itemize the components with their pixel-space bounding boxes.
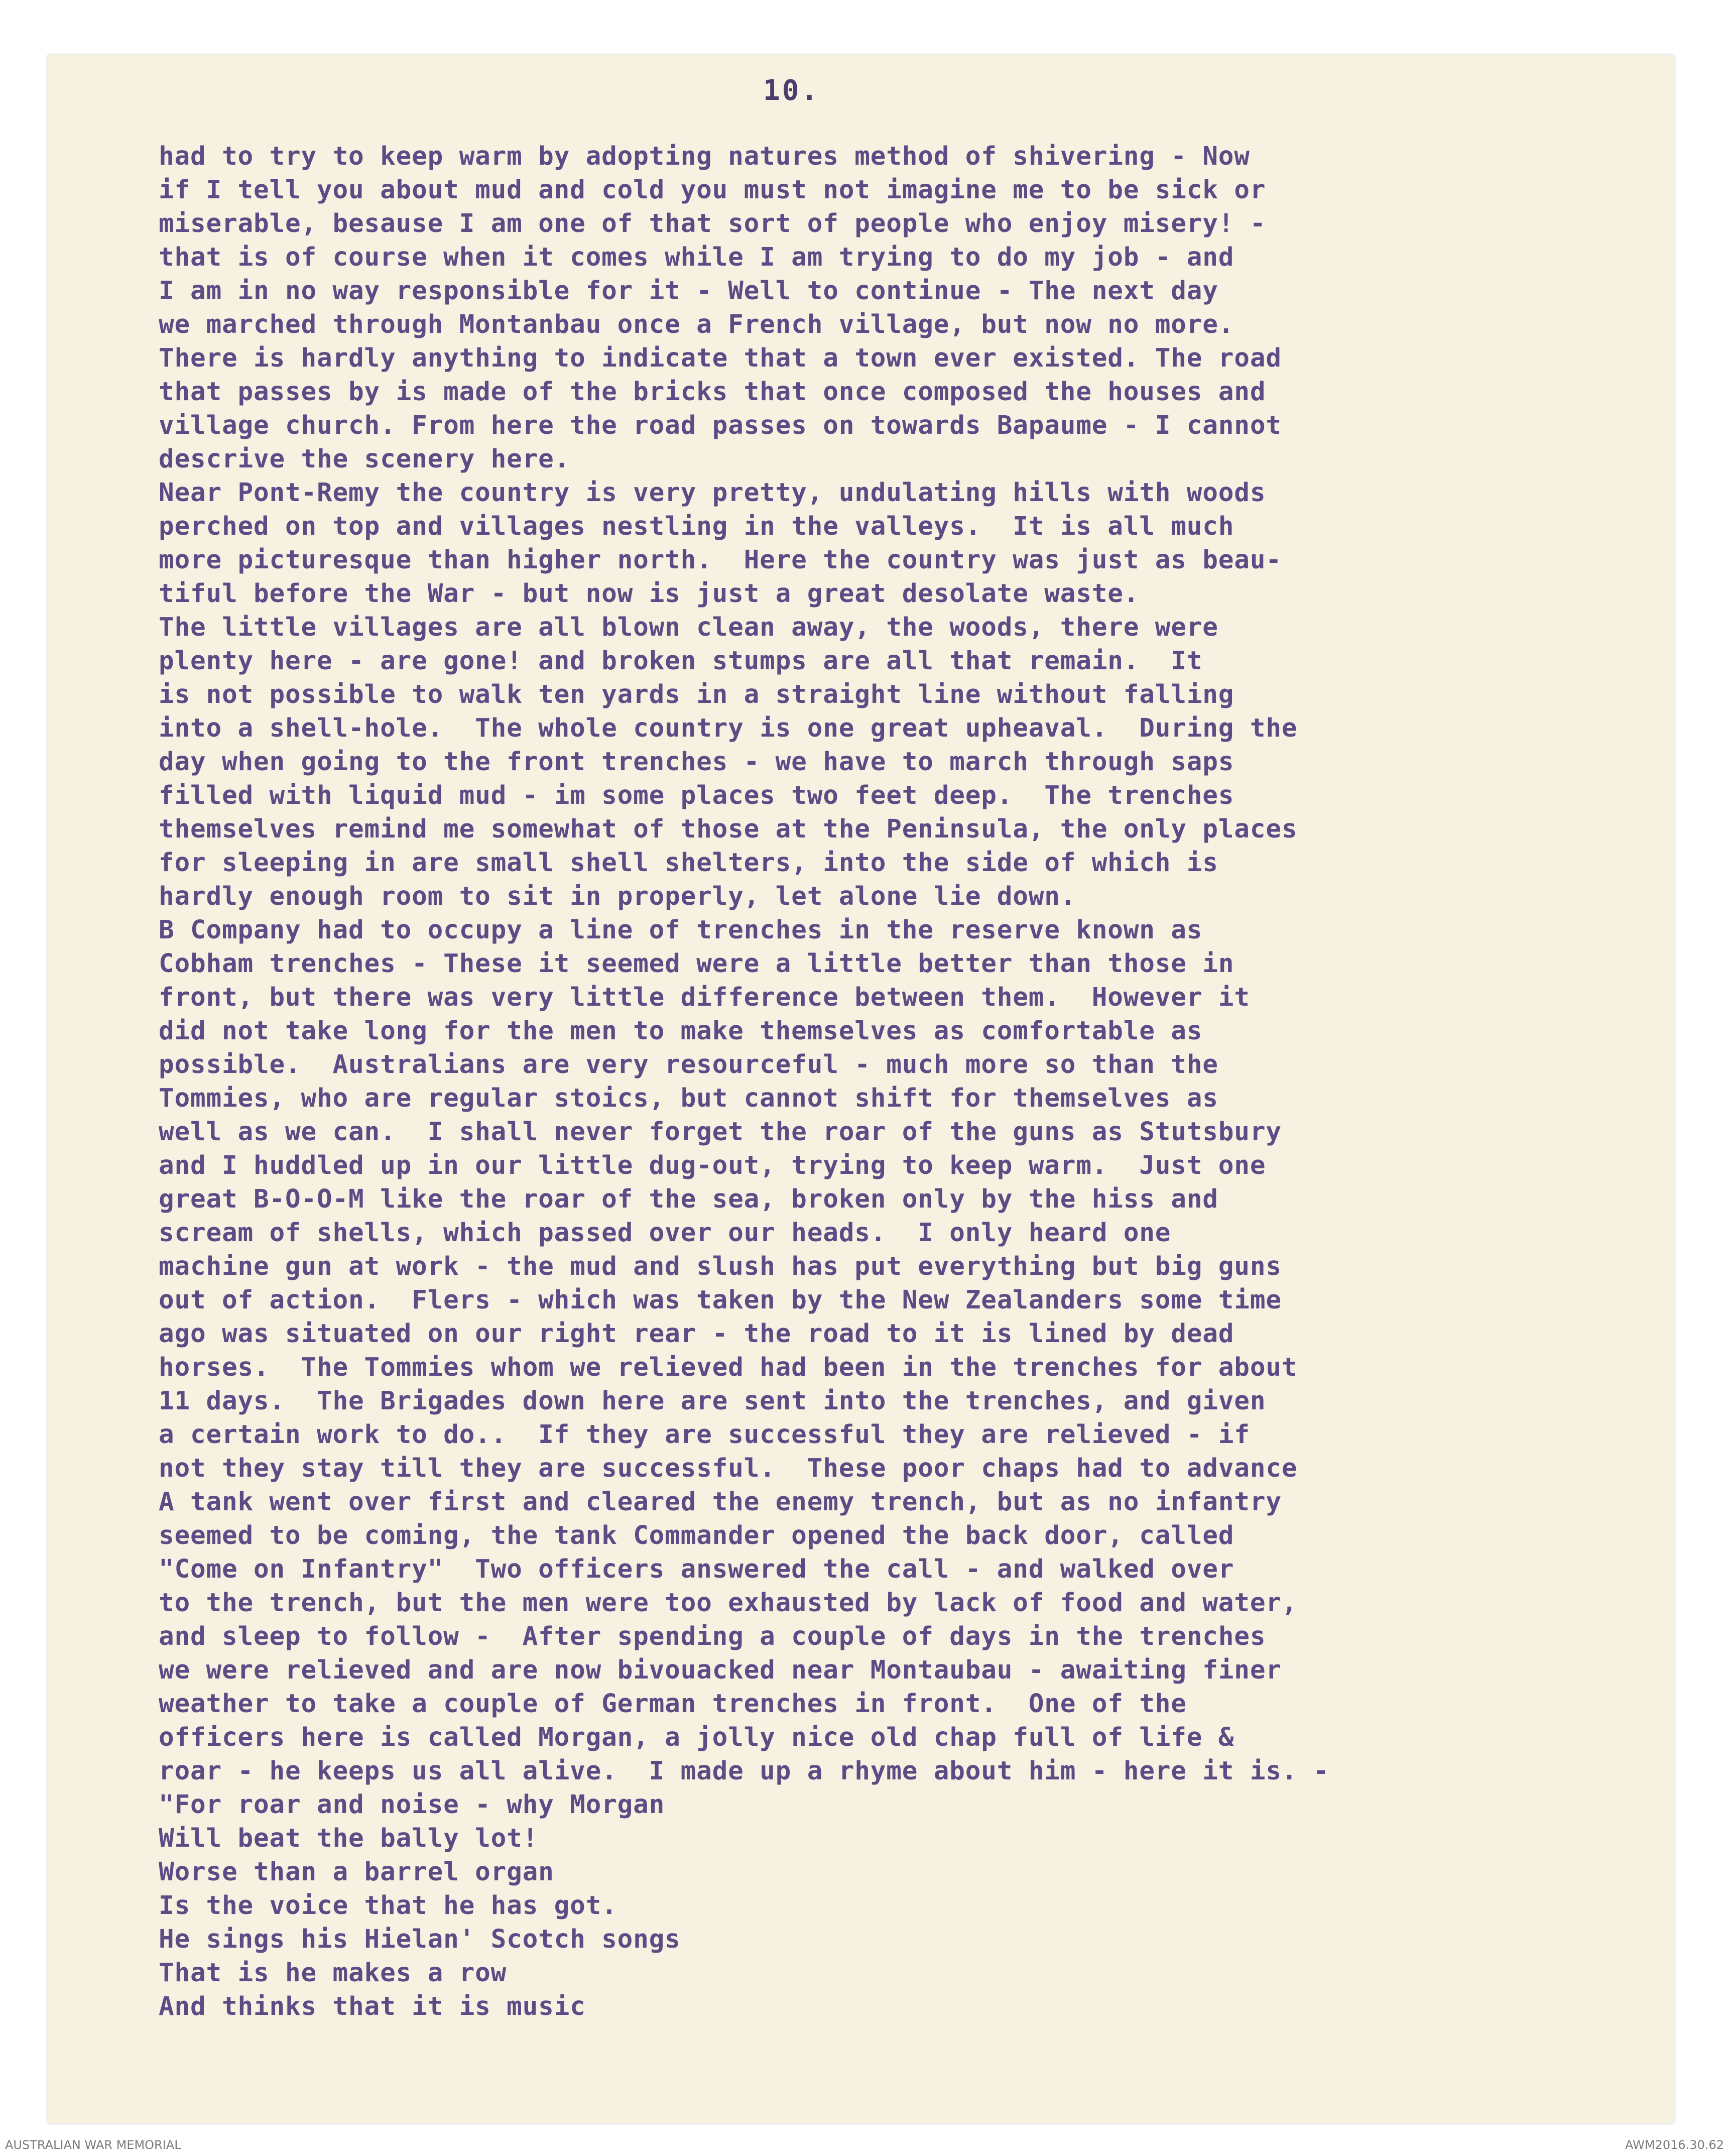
text-line: day when going to the front trenches - we have to march through saps (159, 747, 1234, 777)
text-line: we were relieved and are now bivouacked near Montaubau - awaiting finer (159, 1655, 1282, 1685)
text-line: machine gun at work - the mud and slush has put everything but big guns (159, 1252, 1282, 1281)
text-line: that is of course when it comes while I am trying to do my job - and (159, 243, 1234, 272)
text-line: horses. The Tommies whom we relieved had been in the trenches for about (159, 1353, 1298, 1382)
text-line: seemed to be coming, the tank Commander opened the back door, called (159, 1521, 1234, 1550)
text-line: for sleeping in are small shell shelters, into the side of which is (159, 848, 1218, 878)
text-line: village church. From here the road passes on towards Bapaume - I cannot (159, 411, 1282, 440)
text-line: and sleep to follow - After spending a couple of days in the trenches (159, 1622, 1266, 1651)
text-line: descrive the scenery here. (159, 444, 570, 474)
text-line: officers here is called Morgan, a jolly nice old chap full of life & (159, 1723, 1234, 1752)
text-line: front, but there was very little difference between them. However it (159, 983, 1250, 1012)
text-line: weather to take a couple of German trenches in front. One of the (159, 1689, 1187, 1719)
text-line: "Come on Infantry" Two officers answered the call - and walked over (159, 1554, 1234, 1584)
poem-line: Worse than a barrel organ (159, 1857, 554, 1887)
text-line: to the trench, but the men were too exhausted by lack of food and water, (159, 1588, 1298, 1618)
text-line: tiful before the War - but now is just a great desolate waste. (159, 579, 1140, 609)
text-line: perched on top and villages nestling in the valleys. It is all much (159, 512, 1234, 541)
text-line: A tank went over first and cleared the enemy trench, but as no infantry (159, 1487, 1282, 1517)
text-line: hardly enough room to sit in properly, let alone lie down. (159, 882, 1076, 911)
text-line: ago was situated on our right rear - the road to it is lined by dead (159, 1319, 1234, 1349)
text-line: roar - he keeps us all alive. I made up a rhyme about him - here it is. - (159, 1756, 1329, 1786)
text-line: great B-O-O-M like the roar of the sea, broken only by the hiss and (159, 1184, 1218, 1214)
text-line: we marched through Montanbau once a French village, but now no more. (159, 310, 1234, 339)
poem-line: And thinks that it is music (159, 1992, 586, 2021)
poem-line: That is he makes a row (159, 1958, 507, 1988)
text-line: and I huddled up in our little dug-out, trying to keep warm. Just one (159, 1151, 1266, 1180)
archive-credit: AUSTRALIAN WAR MEMORIAL (5, 2138, 181, 2152)
poem-line: Is the voice that he has got. (159, 1891, 617, 1921)
text-line: a certain work to do.. If they are successful they are relieved - if (159, 1420, 1250, 1450)
text-line: Cobham trenches - These it seemed were a little better than those in (159, 949, 1234, 979)
text-line: There is hardly anything to indicate that a town ever existed. The road (159, 343, 1282, 373)
text-line: did not take long for the men to make themselves as comfortable as (159, 1016, 1203, 1046)
archive-reference: AWM2016.30.62 (1625, 2138, 1724, 2152)
text-line: out of action. Flers - which was taken by the New Zealanders some time (159, 1285, 1282, 1315)
text-line: that passes by is made of the bricks that once composed the houses and (159, 377, 1266, 407)
text-line: plenty here - are gone! and broken stumps are all that remain. It (159, 646, 1203, 676)
text-line: more picturesque than higher north. Here the country was just as beau- (159, 545, 1282, 575)
text-line: Near Pont-Remy the country is very pretty, undulating hills with woods (159, 478, 1266, 508)
text-line: B Company had to occupy a line of trenches in the reserve known as (159, 915, 1203, 945)
text-line: is not possible to walk ten yards in a straight line without falling (159, 680, 1234, 709)
text-line: possible. Australians are very resourceful - much more so than the (159, 1050, 1218, 1080)
text-line: if I tell you about mud and cold you must not imagine me to be sick or (159, 175, 1266, 205)
text-line: I am in no way responsible for it - Well to continue - The next day (159, 276, 1218, 306)
text-line: well as we can. I shall never forget the roar of the guns as Stutsbury (159, 1117, 1282, 1147)
text-line: Tommies, who are regular stoics, but cannot shift for themselves as (159, 1084, 1218, 1113)
text-line: 11 days. The Brigades down here are sent into the trenches, and given (159, 1386, 1266, 1416)
text-line: themselves remind me somewhat of those at the Peninsula, the only places (159, 814, 1298, 844)
text-line: miserable, besause I am one of that sort of people who enjoy misery! - (159, 209, 1266, 238)
poem-line: "For roar and noise - why Morgan (159, 1790, 665, 1820)
text-line: filled with liquid mud - im some places two feet deep. The trenches (159, 781, 1234, 810)
text-line: had to try to keep warm by adopting natures method of shivering - Now (159, 142, 1250, 171)
letter-body (159, 140, 1655, 2023)
poem-line: He sings his Hielan' Scotch songs (159, 1925, 681, 1954)
text-line: into a shell-hole. The whole country is one great upheaval. During the (159, 713, 1298, 743)
page-number: 10. (763, 74, 820, 107)
poem-line: Will beat the bally lot! (159, 1824, 539, 1853)
text-line: scream of shells, which passed over our heads. I only heard one (159, 1218, 1171, 1248)
text-line: not they stay till they are successful. These poor chaps had to advance (159, 1454, 1298, 1483)
text-line: The little villages are all blown clean away, the woods, there were (159, 613, 1218, 642)
